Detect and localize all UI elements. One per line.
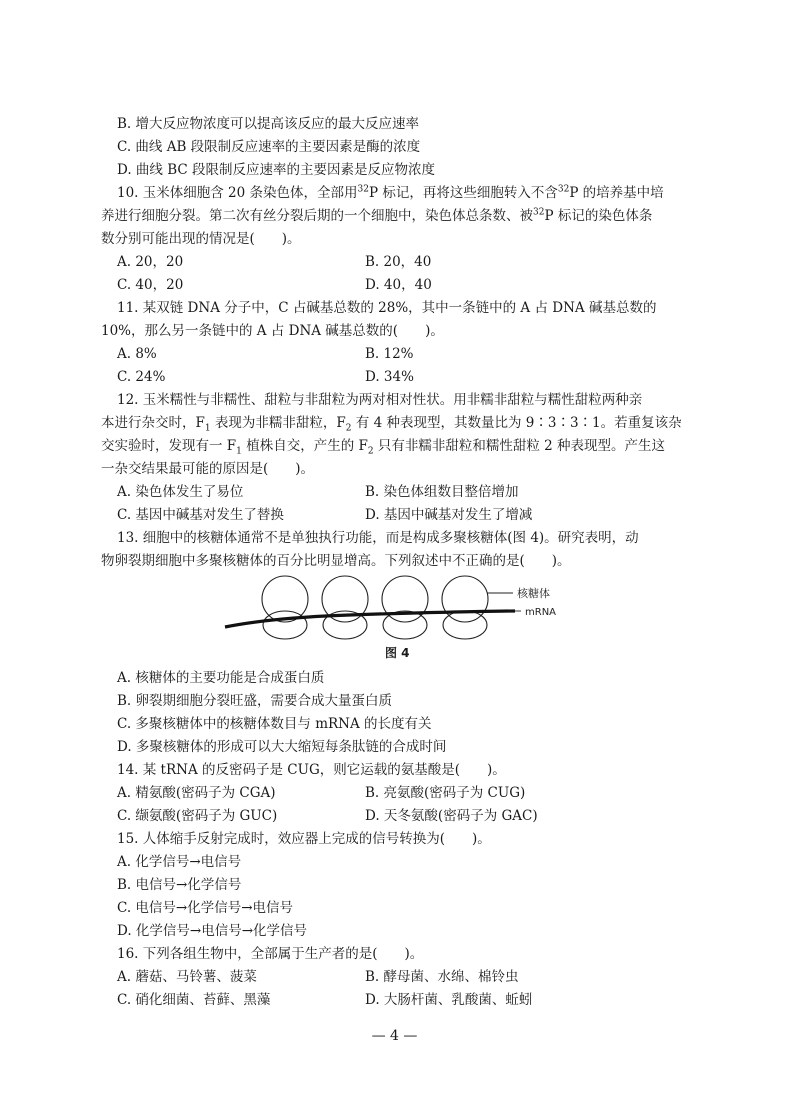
q11-option-d: D. 34% bbox=[365, 369, 414, 385]
q10-option-d: D. 40，40 bbox=[365, 277, 432, 293]
q9-option-c: C. 曲线 AB 段限制反应速率的主要因素是酶的浓度 bbox=[117, 139, 421, 155]
q15-option-c: C. 电信号→化学信号→电信号 bbox=[117, 900, 294, 916]
q12-option-d: D. 基因中碱基对发生了增减 bbox=[365, 507, 533, 523]
q13-option-a: A. 核糖体的主要功能是合成蛋白质 bbox=[117, 670, 325, 686]
q10-option-b: B. 20，40 bbox=[365, 254, 432, 270]
q16-option-a: A. 蘑菇、马铃薯、菠菜 bbox=[117, 969, 257, 985]
mrna-label: mRNA bbox=[525, 607, 557, 618]
ribosome-label: 核糖体 bbox=[517, 587, 550, 600]
q13-stem-line2: 物卵裂期细胞中多聚核糖体的百分比明显增高。下列叙述中不正确的是( )。 bbox=[101, 553, 571, 569]
q14-option-d: D. 天冬氨酸(密码子为 GAC) bbox=[365, 808, 538, 824]
q16-stem: 16. 下列各组生物中，全部属于生产者的是( )。 bbox=[117, 946, 424, 962]
q15-stem: 15. 人体缩手反射完成时，效应器上完成的信号转换为( )。 bbox=[117, 831, 491, 847]
q10-stem-line1: 10. 玉米体细胞含 20 条染色体，全部用$^{32}$P 标记，再将这些细胞转入不含$^{32}$P 的培养基中培 bbox=[117, 184, 664, 201]
q12-option-a: A. 染色体发生了易位 bbox=[117, 484, 244, 500]
q12-option-b: B. 染色体组数目整倍增加 bbox=[365, 484, 519, 500]
q9-option-d: D. 曲线 BC 段限制反应速率的主要因素是反应物浓度 bbox=[117, 162, 436, 178]
q10-stem-line3: 数分别可能出现的情况是( )。 bbox=[101, 231, 301, 247]
q11-stem-line1: 11. 某双链 DNA 分子中，C 占碱基总数的 28%，其中一条链中的 A 占 DNA 碱基总数的 bbox=[117, 300, 657, 316]
polyribosome-figure bbox=[215, 573, 575, 645]
figure-caption: 图 4 bbox=[385, 646, 410, 660]
ribosome-small-subunit-4 bbox=[443, 611, 487, 639]
q13-option-c: C. 多聚核糖体中的核糖体数目与 mRNA 的长度有关 bbox=[117, 716, 432, 732]
q10-stem-line2: 养进行细胞分裂。第二次有丝分裂后期的一个细胞中，染色体总条数、被$^{32}$P 标记的染色体条 bbox=[101, 207, 653, 224]
q14-option-b: B. 亮氨酸(密码子为 CUG) bbox=[365, 785, 526, 801]
q16-option-c: C. 硝化细菌、苔藓、黑藻 bbox=[117, 992, 271, 1008]
q16-option-d: D. 大肠杆菌、乳酸菌、蚯蚓 bbox=[365, 992, 533, 1008]
page-number: — 4 — bbox=[371, 1028, 418, 1044]
q14-option-a: A. 精氨酸(密码子为 CGA) bbox=[117, 785, 276, 801]
q11-option-b: B. 12% bbox=[365, 346, 414, 362]
q10-option-a: A. 20，20 bbox=[117, 254, 184, 270]
q9-option-b: B. 增大反应物浓度可以提高该反应的最大反应速率 bbox=[117, 116, 420, 132]
q15-option-b: B. 电信号→化学信号 bbox=[117, 877, 242, 893]
q13-option-d: D. 多聚核糖体的形成可以大大缩短每条肽链的合成时间 bbox=[117, 739, 447, 755]
q15-option-d: D. 化学信号→电信号→化学信号 bbox=[117, 923, 308, 939]
ribosome-small-subunit-1 bbox=[263, 611, 307, 639]
q12-option-c: C. 基因中碱基对发生了替换 bbox=[117, 507, 284, 523]
q11-stem-line2: 10%，那么另一条链中的 A 占 DNA 碱基总数的( )。 bbox=[101, 323, 444, 339]
q11-option-a: A. 8% bbox=[117, 346, 157, 362]
q10-option-c: C. 40，20 bbox=[117, 277, 184, 293]
q12-stem-line3: 交实验时，发现有一 $F_1$ 植株自交，产生的 $F_2$ 只有非糯非甜粒和糯性甜粒 2 种表现型。产生这 bbox=[101, 438, 666, 457]
q12-stem-line4: 一杂交结果最可能的原因是( )。 bbox=[101, 461, 315, 477]
q16-option-b: B. 酵母菌、水绵、棉铃虫 bbox=[365, 969, 519, 985]
q13-stem-line1: 13. 细胞中的核糖体通常不是单独执行功能，而是构成多聚核糖体(图 4)。研究表明，动 bbox=[117, 530, 639, 546]
q13-option-b: B. 卵裂期细胞分裂旺盛，需要合成大量蛋白质 bbox=[117, 693, 393, 709]
q14-option-c: C. 缬氨酸(密码子为 GUC) bbox=[117, 808, 278, 824]
q11-option-c: C. 24% bbox=[117, 369, 166, 385]
q15-option-a: A. 化学信号→电信号 bbox=[117, 854, 242, 870]
q12-stem-line2: 本进行杂交时，$F_1$ 表现为非糯非甜粒，$F_2$ 有 4 种表现型，其数量比为 9∶3∶3∶1。若重复该杂 bbox=[101, 415, 682, 434]
mrna-strand bbox=[225, 611, 515, 627]
q12-stem-line1: 12. 玉米糯性与非糯性、甜粒与非甜粒为两对相对性状。用非糯非甜粒与糯性甜粒两种亲 bbox=[117, 392, 643, 408]
q14-stem: 14. 某 tRNA 的反密码子是 CUG，则它运载的氨基酸是( )。 bbox=[117, 762, 506, 778]
